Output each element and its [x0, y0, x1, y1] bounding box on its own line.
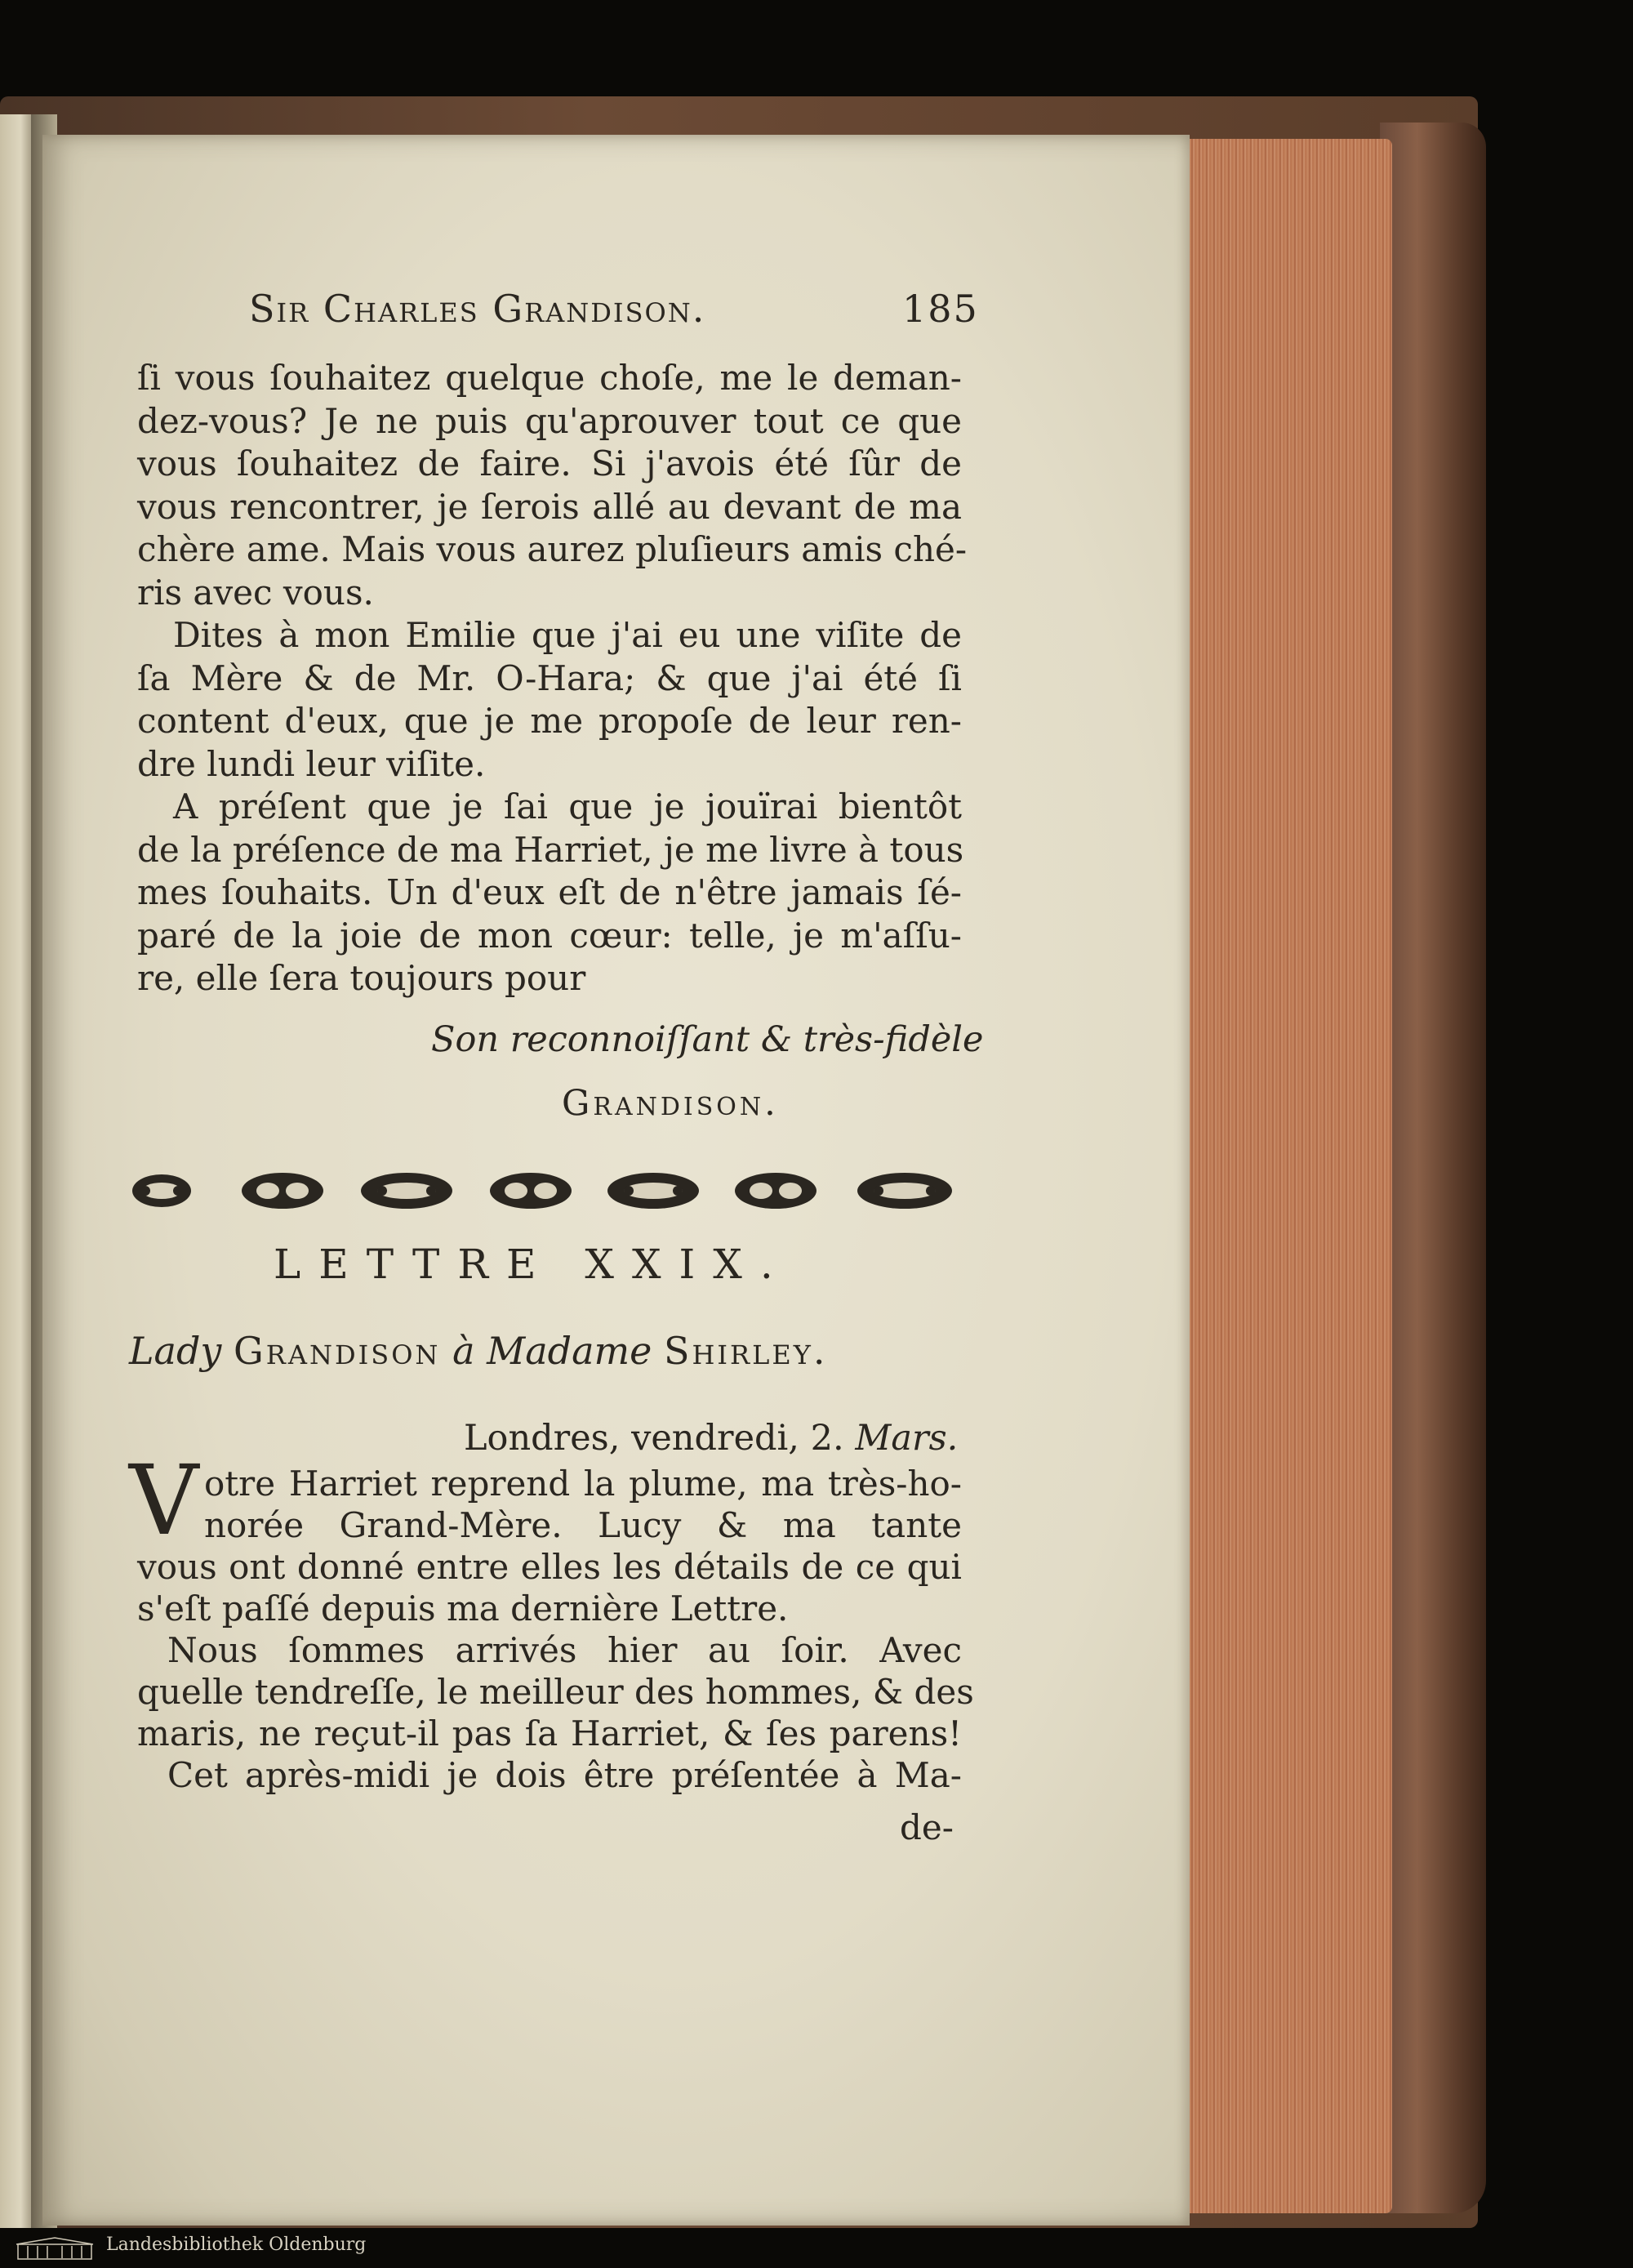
ornament-fleuron-1: [132, 1174, 191, 1207]
letter-end-line: A préſent que je ſai que je jouïrai bientôt: [173, 786, 962, 827]
library-building-icon: [15, 2236, 95, 2261]
letter-end-line: vous ſouhaitez de faire. Si j'avois été ſûr de: [137, 443, 962, 483]
letter-end-line: de la préſence de ma Harriet, je me livre à tous: [137, 829, 964, 870]
letter-second-line: norée Grand-Mère. Lucy & ma tante: [204, 1505, 962, 1545]
letter-end-line: dez-vous? Je ne puis qu'aprouver tout ce que: [137, 400, 962, 441]
ornament-fleuron-7: [857, 1173, 952, 1209]
letter-end-line: ris avec vous.: [137, 572, 374, 613]
ornament-band: [129, 1168, 962, 1214]
letter-body-line: Nous ſommes arrivés hier au ſoir. Avec: [167, 1630, 962, 1670]
letter-end-line: paré de la joie de mon cœur: telle, je m'aſſu-: [137, 915, 962, 956]
letter-end-line: mes ſouhaits. Un d'eux eſt de n'être jamais ſé-: [137, 872, 962, 912]
running-title: Sir Charles Grandison.: [249, 287, 706, 331]
dateline-month: Mars.: [855, 1418, 959, 1459]
ornament-fleuron-4: [490, 1173, 572, 1209]
letter-end-line: chère ame. Mais vous aurez pluſieurs amis ché-: [137, 529, 968, 569]
address-madame: Madame: [487, 1329, 652, 1373]
book-cover-edge: [1380, 123, 1486, 2213]
left-page-edge: [0, 114, 34, 2254]
letter-end-line: dre lundi leur viſite.: [137, 743, 486, 784]
letter-end-line: vous rencontrer, je ſerois allé au devant de ma: [137, 486, 962, 527]
letter-end-line: re, elle ſera toujours pour: [137, 958, 586, 998]
ornament-fleuron-3: [361, 1173, 452, 1209]
letter-body-line: maris, ne reçut-il pas ſa Harriet, & ſes parens!: [137, 1713, 962, 1753]
catchword: de-: [900, 1807, 954, 1847]
letter-body-line: Cet après-midi je dois être préſentée à Ma-: [167, 1755, 962, 1795]
letter-body-line: vous ont donné entre elles les détails de ce qui: [137, 1547, 962, 1587]
letter-end-line: ſi vous ſouhaitez quelque choſe, me le deman-: [137, 358, 962, 398]
address-name: Grandison: [234, 1329, 441, 1373]
letter-first-line: otre Harriet reprend la plume, ma très-ho-: [204, 1464, 962, 1504]
library-name: Landesbibliothek Oldenburg: [106, 2235, 367, 2255]
address-a: à: [452, 1329, 475, 1373]
ornament-fleuron-5: [607, 1173, 699, 1209]
letter-heading: LETTRE XXIX.: [274, 1241, 791, 1288]
letter-end-line: Dites à mon Emilie que j'ai eu une viſite de: [173, 615, 962, 655]
letter-body-line: s'eſt paſſé depuis ma dernière Lettre.: [137, 1588, 789, 1629]
ornament-fleuron-6: [735, 1173, 816, 1209]
closing-line: Son reconnoiſſant & très-fidèle: [431, 1019, 984, 1060]
address-lady: Lady: [129, 1329, 222, 1373]
drop-cap: V: [129, 1444, 199, 1557]
letter-end-line: ſa Mère & de Mr. O-Hara; & que j'ai été ſi: [137, 657, 962, 698]
page-number: 185: [902, 287, 979, 331]
letter-end-line: content d'eux, que je me propoſe de leur ren-: [137, 701, 962, 741]
page-fore-edge: [1188, 139, 1392, 2213]
dateline-text: Londres, vendredi, 2.: [464, 1418, 844, 1459]
ornament-fleuron-2: [242, 1173, 323, 1209]
address-recipient: Shirley.: [664, 1329, 828, 1373]
letter-body-line: quelle tendreſſe, le meilleur des hommes, & des: [137, 1672, 974, 1712]
address-line: [129, 1330, 828, 1372]
dateline: [464, 1417, 958, 1459]
signature: Grandison.: [562, 1083, 779, 1124]
